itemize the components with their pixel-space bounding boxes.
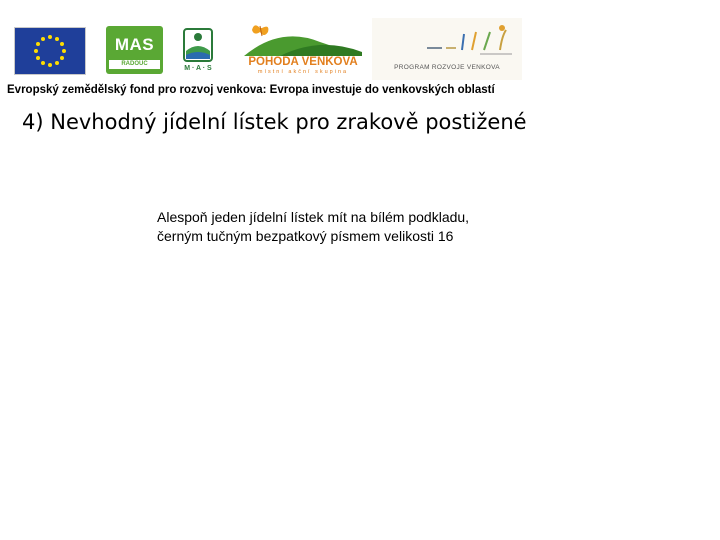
body-line: Alespoň jeden jídelní lístek mít na bílém podkladu, — [157, 209, 470, 225]
mas-emblem-logo — [178, 27, 218, 75]
body-line: černým tučným bezpatkový písmem velikosti 16 — [157, 228, 454, 244]
mas-logo-subtext: RADOUČ — [109, 60, 160, 69]
prv-logo-text: PROGRAM ROZVOJE VENKOVA — [394, 64, 500, 71]
mas-logo — [106, 26, 163, 74]
eafrd-caption: Evropský zemědělský fond pro rozvoj venkova: Evropa investuje do venkovských oblastí — [7, 84, 495, 96]
program-rozvoje-venkova-logo — [372, 18, 522, 80]
butterfly-hills-icon — [240, 22, 366, 58]
mas-emblem-text: M · A · S — [184, 65, 212, 72]
mas-logo-text: MAS — [114, 35, 155, 54]
pohoda-logo-subtitle: místní akční skupina — [257, 69, 349, 75]
slide-body-text — [157, 208, 657, 246]
wheat-icon — [372, 18, 522, 62]
pohoda-logo-name: POHODA VENKOVA — [248, 56, 358, 68]
eu-flag-icon — [14, 27, 86, 75]
landscape-emblem-icon — [178, 27, 218, 65]
logo-strip — [0, 0, 720, 82]
slide-title: 4) Nevhodný jídelní lístek pro zrakově postižené — [22, 110, 527, 134]
pohoda-venkova-logo — [240, 22, 366, 78]
